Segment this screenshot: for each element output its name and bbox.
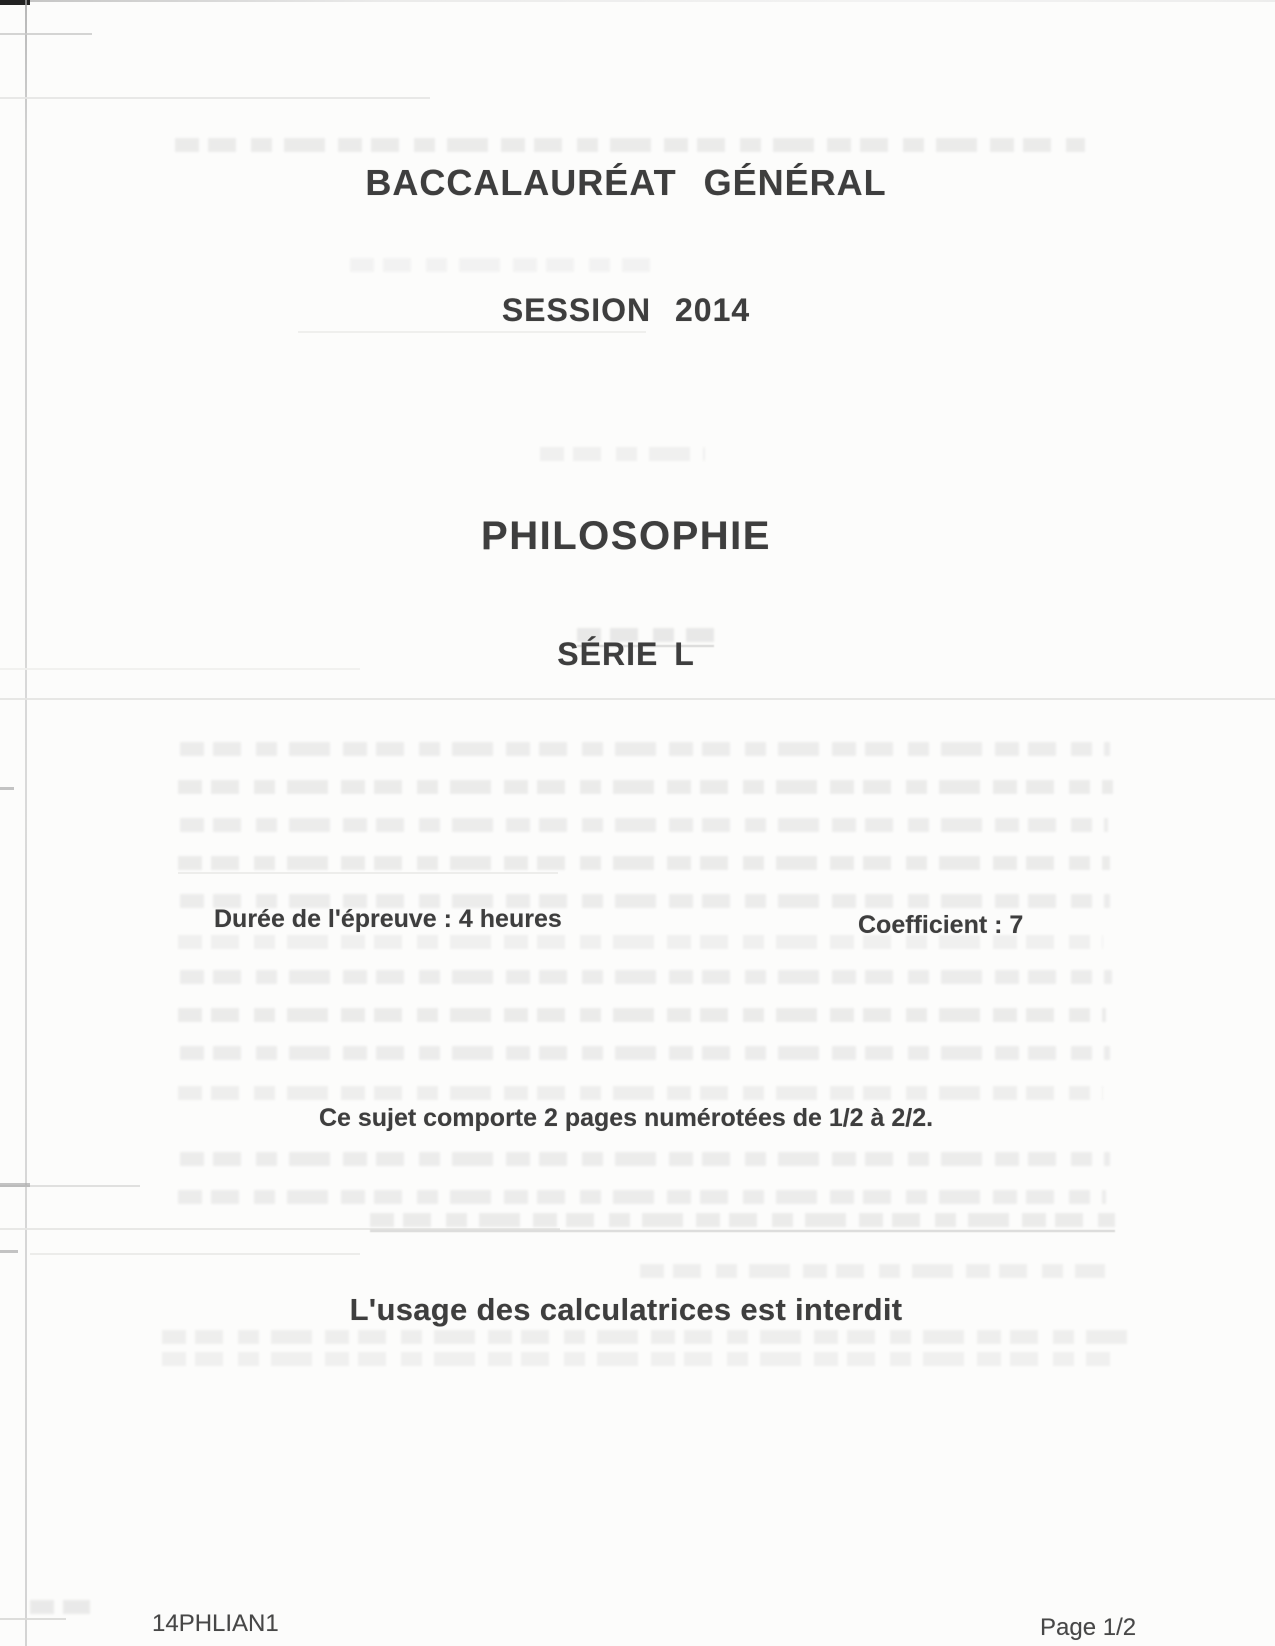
scan-hairline-artifact <box>298 331 646 333</box>
scan-edge-dash <box>0 787 14 790</box>
exam-series: SÉRIE L <box>557 636 695 672</box>
scan-edge-dash <box>0 1250 18 1253</box>
ghost-text-line <box>178 1190 1106 1204</box>
ghost-text-line <box>178 780 1113 794</box>
ghost-text-underline <box>370 1230 1115 1232</box>
ghost-text-line <box>178 1008 1106 1022</box>
pagination-note: Ce sujet comporte 2 pages numérotées de 1/2 à 2/2. <box>318 1104 934 1132</box>
calculator-note: L'usage des calculatrices est interdit <box>349 1292 903 1327</box>
ghost-text-line <box>180 818 1108 832</box>
ghost-text-line <box>350 258 650 272</box>
ghost-text-line <box>178 856 1110 870</box>
exam-subject: PHILOSOPHIE <box>481 514 771 558</box>
ghost-text-line <box>30 1600 90 1614</box>
ghost-text-line <box>180 742 1110 756</box>
scan-hairline-artifact <box>0 97 430 99</box>
ghost-text-line <box>180 1046 1110 1060</box>
ghost-text-line <box>640 1264 1105 1278</box>
scan-left-edge-line <box>25 0 27 1646</box>
footer-reference-code: 14PHLIAN1 <box>152 1610 279 1637</box>
scan-hairline-artifact <box>0 33 92 35</box>
scan-hairline-artifact <box>30 1253 360 1255</box>
scan-hairline-artifact <box>0 698 1275 700</box>
exam-duration-label: Durée de l'épreuve : 4 heures <box>214 905 562 933</box>
ghost-text-line <box>180 970 1112 984</box>
ghost-text-line <box>370 1213 1115 1227</box>
ghost-text-line <box>178 1086 1103 1100</box>
ghost-text-line <box>540 447 705 461</box>
scan-edge-dash <box>0 1183 30 1187</box>
ghost-text-line <box>175 138 1085 152</box>
exam-coefficient-label: Coefficient : 7 <box>858 911 1024 939</box>
ghost-text-line <box>162 1330 1130 1344</box>
scan-top-edge-artifact <box>0 0 1275 2</box>
footer-page-number: Page 1/2 <box>1040 1614 1137 1641</box>
exam-session: SESSION 2014 <box>501 292 751 328</box>
scan-hairline-artifact <box>178 872 558 874</box>
scan-hairline-artifact <box>0 1618 66 1620</box>
ghost-text-line <box>162 1352 1110 1366</box>
exam-title: BACCALAURÉAT GÉNÉRAL <box>365 162 887 203</box>
ghost-text-line <box>180 1152 1110 1166</box>
